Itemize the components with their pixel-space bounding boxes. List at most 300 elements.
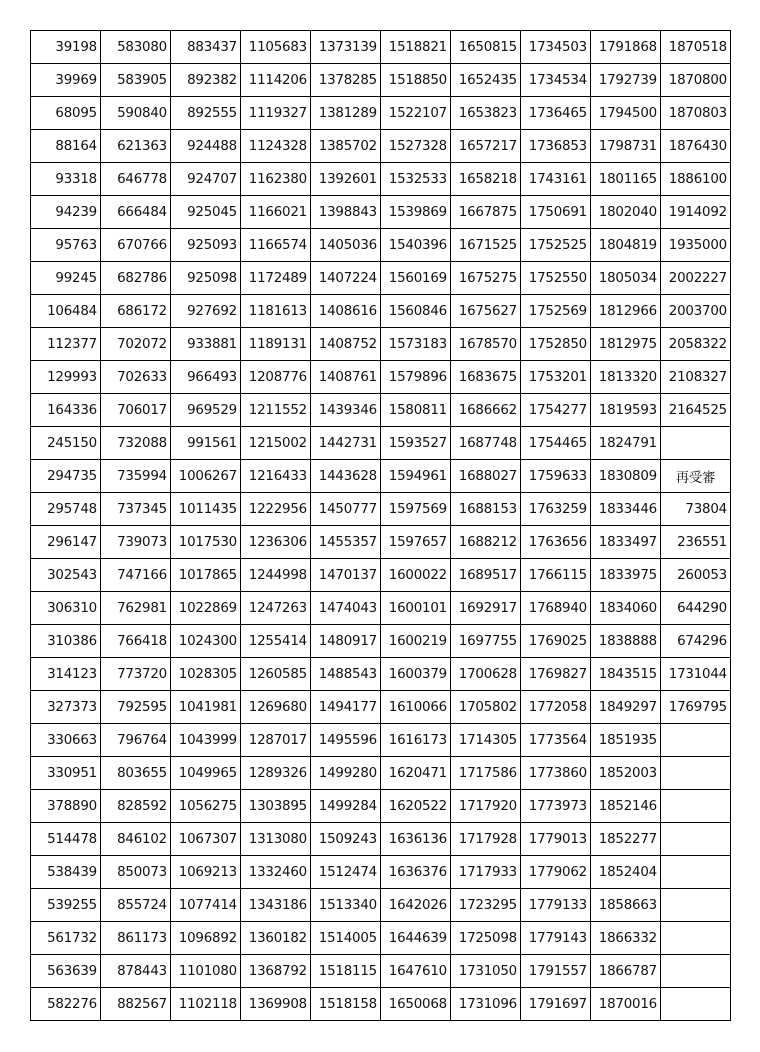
table-row [31, 526, 731, 559]
table-cell: 861173 [101, 922, 171, 955]
table-cell: 1876430 [661, 130, 731, 163]
table-cell: 112377 [31, 328, 101, 361]
table-row [31, 559, 731, 592]
table-cell: 1819593 [591, 394, 661, 427]
table-cell: 1752550 [521, 262, 591, 295]
table-cell: 1600101 [381, 592, 451, 625]
table-row [31, 163, 731, 196]
table-cell: 1499284 [311, 790, 381, 823]
table-cell: 1518850 [381, 64, 451, 97]
table-cell: 1474043 [311, 592, 381, 625]
table-cell: 924707 [171, 163, 241, 196]
table-cell: 310386 [31, 625, 101, 658]
table-cell: 1769795 [661, 691, 731, 724]
table-cell: 514478 [31, 823, 101, 856]
table-cell: 1830809 [591, 460, 661, 493]
table-cell: 1731096 [451, 988, 521, 1021]
table-cell: 1650068 [381, 988, 451, 1021]
table-cell: 706017 [101, 394, 171, 427]
table-cell: 1717928 [451, 823, 521, 856]
table-cell: 1049965 [171, 757, 241, 790]
table-cell: 892555 [171, 97, 241, 130]
table-cell: 1794500 [591, 97, 661, 130]
table-cell: 1522107 [381, 97, 451, 130]
table-row [31, 856, 731, 889]
table-cell: 260053 [661, 559, 731, 592]
table-cell: 1935000 [661, 229, 731, 262]
table-cell: 1442731 [311, 427, 381, 460]
table-cell: 1172489 [241, 262, 311, 295]
table-cell: 1369908 [241, 988, 311, 1021]
table-cell: 1763259 [521, 493, 591, 526]
table-cell [661, 856, 731, 889]
table-cell: 686172 [101, 295, 171, 328]
table-cell: 702633 [101, 361, 171, 394]
table-cell: 1838888 [591, 625, 661, 658]
table-cell: 1539869 [381, 196, 451, 229]
table-cell: 969529 [171, 394, 241, 427]
table-cell: 1124328 [241, 130, 311, 163]
table-cell: 1717586 [451, 757, 521, 790]
table-cell: 1289326 [241, 757, 311, 790]
table-cell: 1518115 [311, 955, 381, 988]
table-cell: 1580811 [381, 394, 451, 427]
table-cell: 39969 [31, 64, 101, 97]
table-cell: 1119327 [241, 97, 311, 130]
table-row [31, 262, 731, 295]
table-cell: 1792739 [591, 64, 661, 97]
table-cell: 644290 [661, 592, 731, 625]
table-cell: 1244998 [241, 559, 311, 592]
table-cell: 1697755 [451, 625, 521, 658]
table-row [31, 328, 731, 361]
table-cell [661, 427, 731, 460]
table-cell: 1870800 [661, 64, 731, 97]
table-cell: 1303895 [241, 790, 311, 823]
table-cell: 1540396 [381, 229, 451, 262]
table-cell: 1812975 [591, 328, 661, 361]
table-cell: 1101080 [171, 955, 241, 988]
table-cell: 1769827 [521, 658, 591, 691]
table-row [31, 955, 731, 988]
table-cell: 1798731 [591, 130, 661, 163]
table-cell: 1514005 [311, 922, 381, 955]
table-cell: 1687748 [451, 427, 521, 460]
table-cell: 1408616 [311, 295, 381, 328]
table-cell: 39198 [31, 31, 101, 64]
table-row [31, 229, 731, 262]
table-cell: 666484 [101, 196, 171, 229]
table-row [31, 592, 731, 625]
table-cell: 747166 [101, 559, 171, 592]
table-cell: 925093 [171, 229, 241, 262]
table-row [31, 823, 731, 856]
table-cell: 933881 [171, 328, 241, 361]
table-cell: 314123 [31, 658, 101, 691]
table-cell: 1688027 [451, 460, 521, 493]
table-cell: 1495596 [311, 724, 381, 757]
table-cell: 1392601 [311, 163, 381, 196]
table-cell: 563639 [31, 955, 101, 988]
table-cell: 1683675 [451, 361, 521, 394]
table-cell: 1024300 [171, 625, 241, 658]
table-cell: 1772058 [521, 691, 591, 724]
table-cell: 1763656 [521, 526, 591, 559]
table-cell: 735994 [101, 460, 171, 493]
table-cell [661, 823, 731, 856]
table-cell: 330951 [31, 757, 101, 790]
table-cell: 1852146 [591, 790, 661, 823]
table-cell: 164336 [31, 394, 101, 427]
table-cell [661, 988, 731, 1021]
table-row [31, 361, 731, 394]
table-cell: 1056275 [171, 790, 241, 823]
table-row [31, 724, 731, 757]
table-cell: 1518821 [381, 31, 451, 64]
table-cell: 1579896 [381, 361, 451, 394]
table-cell: 582276 [31, 988, 101, 1021]
table-cell: 1006267 [171, 460, 241, 493]
table-cell: 1512474 [311, 856, 381, 889]
table-cell: 1705802 [451, 691, 521, 724]
table-cell: 1509243 [311, 823, 381, 856]
table-cell: 1644639 [381, 922, 451, 955]
table-cell: 1743161 [521, 163, 591, 196]
table-row [31, 130, 731, 163]
table-cell: 1824791 [591, 427, 661, 460]
table-cell: 1870016 [591, 988, 661, 1021]
table-cell: 1077414 [171, 889, 241, 922]
table-cell: 1805034 [591, 262, 661, 295]
table-cell: 1532533 [381, 163, 451, 196]
table-cell: 621363 [101, 130, 171, 163]
table-cell: 2108327 [661, 361, 731, 394]
table-cell [661, 724, 731, 757]
table-cell: 1773564 [521, 724, 591, 757]
table-cell: 1852003 [591, 757, 661, 790]
table-cell: 1022869 [171, 592, 241, 625]
table-cell: 991561 [171, 427, 241, 460]
table-cell: 1616173 [381, 724, 451, 757]
table-cell: 1439346 [311, 394, 381, 427]
table-cell: 1236306 [241, 526, 311, 559]
table-cell: 1105683 [241, 31, 311, 64]
number-table [30, 30, 731, 1021]
table-cell: 1636376 [381, 856, 451, 889]
table-cell: 1657217 [451, 130, 521, 163]
table-cell: 1343186 [241, 889, 311, 922]
table-cell: 1700628 [451, 658, 521, 691]
table-cell: 330663 [31, 724, 101, 757]
table-cell: 1675627 [451, 295, 521, 328]
table-cell: 236551 [661, 526, 731, 559]
table-cell: 737345 [101, 493, 171, 526]
table-cell: 1717920 [451, 790, 521, 823]
table-cell: 1470137 [311, 559, 381, 592]
table-row [31, 790, 731, 823]
table-cell: 129993 [31, 361, 101, 394]
table-cell: 1593527 [381, 427, 451, 460]
table-row [31, 625, 731, 658]
table-cell: 1833446 [591, 493, 661, 526]
table-cell: 1849297 [591, 691, 661, 724]
table-cell: 1313080 [241, 823, 311, 856]
table-cell: 766418 [101, 625, 171, 658]
table-cell: 1255414 [241, 625, 311, 658]
table-cell: 1779013 [521, 823, 591, 856]
table-cell: 1017530 [171, 526, 241, 559]
table-cell: 702072 [101, 328, 171, 361]
table-cell: 1866332 [591, 922, 661, 955]
table-cell: 295748 [31, 493, 101, 526]
table-cell: 1753201 [521, 361, 591, 394]
table-cell: 1287017 [241, 724, 311, 757]
table-cell: 1773973 [521, 790, 591, 823]
table-cell: 1597657 [381, 526, 451, 559]
table-cell: 1731050 [451, 955, 521, 988]
table-cell: 1610066 [381, 691, 451, 724]
table-cell: 1688153 [451, 493, 521, 526]
table-cell: 803655 [101, 757, 171, 790]
table-row [31, 394, 731, 427]
table-cell: 1734534 [521, 64, 591, 97]
table-cell: 1043999 [171, 724, 241, 757]
table-cell: 1791697 [521, 988, 591, 1021]
table-cell: 1858663 [591, 889, 661, 922]
table-cell: 1658218 [451, 163, 521, 196]
table-cell: 1678570 [451, 328, 521, 361]
table-cell: 966493 [171, 361, 241, 394]
table-cell: 1269680 [241, 691, 311, 724]
table-cell: 925098 [171, 262, 241, 295]
table-cell: 1488543 [311, 658, 381, 691]
table-cell: 378890 [31, 790, 101, 823]
table-cell: 538439 [31, 856, 101, 889]
table-cell: 739073 [101, 526, 171, 559]
table-cell: 883437 [171, 31, 241, 64]
table-cell: 1067307 [171, 823, 241, 856]
table-cell: 1216433 [241, 460, 311, 493]
table-cell: 1620471 [381, 757, 451, 790]
table-cell: 1759633 [521, 460, 591, 493]
table-cell: 1671525 [451, 229, 521, 262]
table-cell: 1166021 [241, 196, 311, 229]
table-cell: 68095 [31, 97, 101, 130]
table-cell: 1714305 [451, 724, 521, 757]
table-cell: 1752569 [521, 295, 591, 328]
table-cell: 1211552 [241, 394, 311, 427]
table-cell [661, 889, 731, 922]
table-row [31, 460, 731, 493]
table-cell: 1731044 [661, 658, 731, 691]
table-cell: 1736853 [521, 130, 591, 163]
table-cell: 670766 [101, 229, 171, 262]
table-cell: 583905 [101, 64, 171, 97]
table-cell: 1041981 [171, 691, 241, 724]
table-cell: 1652435 [451, 64, 521, 97]
table-cell: 1222956 [241, 493, 311, 526]
table-cell: 1779133 [521, 889, 591, 922]
table-cell: 1069213 [171, 856, 241, 889]
table-cell: 94239 [31, 196, 101, 229]
table-cell: 1017865 [171, 559, 241, 592]
table-cell: 1597569 [381, 493, 451, 526]
table-cell: 878443 [101, 955, 171, 988]
table-row [31, 757, 731, 790]
table-cell: 1768940 [521, 592, 591, 625]
table-cell: 1769025 [521, 625, 591, 658]
table-cell: 792595 [101, 691, 171, 724]
table-cell: 1833497 [591, 526, 661, 559]
table-cell: 1443628 [311, 460, 381, 493]
table-cell: 306310 [31, 592, 101, 625]
table-cell: 1527328 [381, 130, 451, 163]
table-cell: 1028305 [171, 658, 241, 691]
table-cell: 1843515 [591, 658, 661, 691]
table-row [31, 691, 731, 724]
table-row [31, 658, 731, 691]
table-cell: 1600379 [381, 658, 451, 691]
table-cell: 1804819 [591, 229, 661, 262]
table-cell: 1692917 [451, 592, 521, 625]
table-cell: 1620522 [381, 790, 451, 823]
table-cell: 539255 [31, 889, 101, 922]
table-cell: 2058322 [661, 328, 731, 361]
table-cell: 732088 [101, 427, 171, 460]
table-cell: 1750691 [521, 196, 591, 229]
table-cell: 1653823 [451, 97, 521, 130]
table-cell: 590840 [101, 97, 171, 130]
table-cell: 1360182 [241, 922, 311, 955]
table-cell: 882567 [101, 988, 171, 1021]
table-cell: 1600219 [381, 625, 451, 658]
table-cell: 796764 [101, 724, 171, 757]
table-cell: 1181613 [241, 295, 311, 328]
table-cell: 2164525 [661, 394, 731, 427]
table-cell: 850073 [101, 856, 171, 889]
table-cell: 294735 [31, 460, 101, 493]
table-row [31, 922, 731, 955]
table-cell: 296147 [31, 526, 101, 559]
table-cell: 1642026 [381, 889, 451, 922]
table-cell: 302543 [31, 559, 101, 592]
table-row [31, 196, 731, 229]
table-cell: 2002227 [661, 262, 731, 295]
table-cell: 1560846 [381, 295, 451, 328]
table-cell [661, 790, 731, 823]
table-row [31, 295, 731, 328]
table-cell: 773720 [101, 658, 171, 691]
table-cell: 1791557 [521, 955, 591, 988]
table-cell: 2003700 [661, 295, 731, 328]
table-cell: 1114206 [241, 64, 311, 97]
table-cell: 1408761 [311, 361, 381, 394]
number-table-sheet [30, 30, 730, 1021]
table-cell: 1886100 [661, 163, 731, 196]
table-cell: 245150 [31, 427, 101, 460]
table-cell: 583080 [101, 31, 171, 64]
table-cell: 1215002 [241, 427, 311, 460]
table-cell: 1773860 [521, 757, 591, 790]
table-cell: 1812966 [591, 295, 661, 328]
table-cell: 1499280 [311, 757, 381, 790]
table-cell: 106484 [31, 295, 101, 328]
table-cell: 1688212 [451, 526, 521, 559]
table-cell: 1675275 [451, 262, 521, 295]
table-cell: 88164 [31, 130, 101, 163]
table-cell [661, 955, 731, 988]
table-cell: 1779062 [521, 856, 591, 889]
table-cell: 892382 [171, 64, 241, 97]
table-cell: 73804 [661, 493, 731, 526]
table-row [31, 988, 731, 1021]
table-cell: 1385702 [311, 130, 381, 163]
table-cell: 1594961 [381, 460, 451, 493]
table-cell: 1801165 [591, 163, 661, 196]
table-cell: 1852277 [591, 823, 661, 856]
table-cell: 855724 [101, 889, 171, 922]
table-cell: 1189131 [241, 328, 311, 361]
table-cell: 1455357 [311, 526, 381, 559]
table-cell: 1102118 [171, 988, 241, 1021]
table-row [31, 31, 731, 64]
table-cell: 1866787 [591, 955, 661, 988]
table-cell: 1247263 [241, 592, 311, 625]
table-cell: 99245 [31, 262, 101, 295]
table-cell: 1513340 [311, 889, 381, 922]
table-cell: 1560169 [381, 262, 451, 295]
table-cell: 1368792 [241, 955, 311, 988]
table-cell: 1736465 [521, 97, 591, 130]
table-cell: 1096892 [171, 922, 241, 955]
table-cell: 1667875 [451, 196, 521, 229]
table-cell: 再受審 [661, 460, 731, 493]
table-cell: 1802040 [591, 196, 661, 229]
table-row [31, 493, 731, 526]
table-cell: 1914092 [661, 196, 731, 229]
table-cell: 1398843 [311, 196, 381, 229]
table-cell: 1725098 [451, 922, 521, 955]
table-cell: 1689517 [451, 559, 521, 592]
table-cell: 1166574 [241, 229, 311, 262]
table-cell: 1518158 [311, 988, 381, 1021]
table-cell: 1779143 [521, 922, 591, 955]
table-cell: 1573183 [381, 328, 451, 361]
table-cell: 1734503 [521, 31, 591, 64]
table-cell: 1754277 [521, 394, 591, 427]
table-cell: 1870803 [661, 97, 731, 130]
table-body [31, 31, 731, 1021]
table-cell: 1870518 [661, 31, 731, 64]
table-row [31, 64, 731, 97]
table-cell: 1332460 [241, 856, 311, 889]
table-cell: 1791868 [591, 31, 661, 64]
table-cell: 1834060 [591, 592, 661, 625]
table-row [31, 889, 731, 922]
table-cell: 1378285 [311, 64, 381, 97]
table-cell: 1373139 [311, 31, 381, 64]
table-cell: 762981 [101, 592, 171, 625]
table-row [31, 97, 731, 130]
table-cell: 1647610 [381, 955, 451, 988]
table-cell: 1260585 [241, 658, 311, 691]
table-cell: 1852404 [591, 856, 661, 889]
table-cell: 1381289 [311, 97, 381, 130]
table-cell: 1494177 [311, 691, 381, 724]
table-cell: 95763 [31, 229, 101, 262]
table-cell: 1407224 [311, 262, 381, 295]
table-cell [661, 757, 731, 790]
